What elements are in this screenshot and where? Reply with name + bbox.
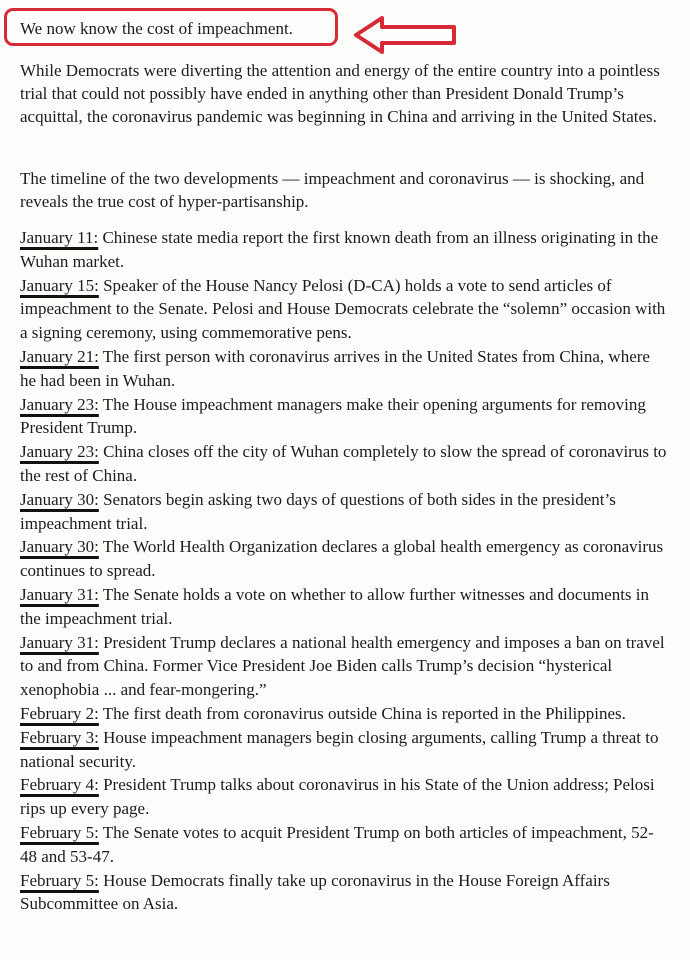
timeline-entry <box>20 274 670 345</box>
timeline-list <box>20 226 670 916</box>
timeline-text: The Senate votes to acquit President Trump on both articles of impeachment, 52-48 and 53-47. <box>20 822 654 866</box>
timeline-entry <box>20 821 670 869</box>
timeline-date: January 31: <box>20 584 99 604</box>
timeline-entry <box>20 773 670 821</box>
timeline-text: Senators begin asking two days of questions of both sides in the president’s impeachment trial. <box>20 489 616 533</box>
timeline-entry <box>20 226 670 274</box>
timeline-entry <box>20 345 670 393</box>
timeline-date: February 2: <box>20 703 99 723</box>
timeline-date: January 30: <box>20 489 99 509</box>
headline: We now know the cost of impeachment. <box>20 19 293 38</box>
timeline-date: January 11: <box>20 228 99 247</box>
timeline-entry <box>20 440 670 488</box>
timeline-date: January 23: <box>20 394 99 414</box>
timeline-text: The first death from coronavirus outside China is reported in the Philippines. <box>102 703 626 723</box>
timeline-text: The first person with coronavirus arrives in the United States from China, where he had been in Wuhan. <box>20 346 650 390</box>
intro-paragraph: The timeline of the two developments — impeachment and coronavirus — is shocking, and reveals the true cost of hyper-partisanship. <box>20 169 645 211</box>
timeline-text: House impeachment managers begin closing arguments, calling Trump a threat to national security. <box>20 727 659 771</box>
left-arrow-icon <box>352 14 460 56</box>
timeline-date: February 5: <box>20 822 99 842</box>
timeline-entry <box>20 393 670 441</box>
timeline-text: Chinese state media report the first known death from an illness originating in the Wuhan market. <box>20 228 659 271</box>
timeline-entry <box>20 869 670 917</box>
timeline-date: January 15: <box>20 275 99 295</box>
timeline-date: February 3: <box>20 727 99 747</box>
timeline-entry <box>20 702 670 726</box>
timeline-date: January 23: <box>20 442 99 462</box>
timeline-text: The House impeachment managers make their opening arguments for removing President Trump. <box>20 394 646 438</box>
timeline-entry <box>20 488 670 536</box>
timeline-entry <box>20 726 670 774</box>
timeline-text: The Senate holds a vote on whether to allow further witnesses and documents in the impeachment trial. <box>20 584 650 628</box>
timeline-date: January 21: <box>20 346 99 366</box>
timeline-entry <box>20 583 670 631</box>
timeline-date: January 31: <box>20 632 99 652</box>
timeline-text: House Democrats finally take up coronavirus in the House Foreign Affairs Subcommittee on Asia. <box>20 870 610 914</box>
timeline-text: China closes off the city of Wuhan completely to slow the spread of coronavirus to the rest of China. <box>20 442 667 485</box>
timeline-date: February 4: <box>20 775 99 795</box>
timeline-date: February 5: <box>20 870 99 890</box>
intro-paragraph: While Democrats were diverting the attention and energy of the entire country into a pointless trial that could not possibly have ended in anything other than President Donald Trump’s acquittal, the coronavirus pandemic was beginning in China and arriving in the United States. <box>20 61 660 126</box>
timeline-date: January 30: <box>20 537 99 557</box>
timeline-text: The World Health Organization declares a global health emergency as coronavirus continues to spread. <box>20 537 664 581</box>
timeline-text: Speaker of the House Nancy Pelosi (D-CA) holds a vote to send articles of impeachment to the Senate. Pelosi and House Democrats celebrate the “solemn” occasion with a signing ceremony, using commemorative pens. <box>20 275 666 343</box>
timeline-text: President Trump declares a national health emergency and imposes a ban on travel to and from China. Former Vice President Joe Biden calls Trump’s decision “hysterical xenophobia ... and fear-mongering.” <box>20 632 665 700</box>
timeline-text: President Trump talks about coronavirus in his State of the Union address; Pelosi rips up every page. <box>20 775 655 819</box>
timeline-entry <box>20 535 670 583</box>
timeline-entry <box>20 631 670 702</box>
